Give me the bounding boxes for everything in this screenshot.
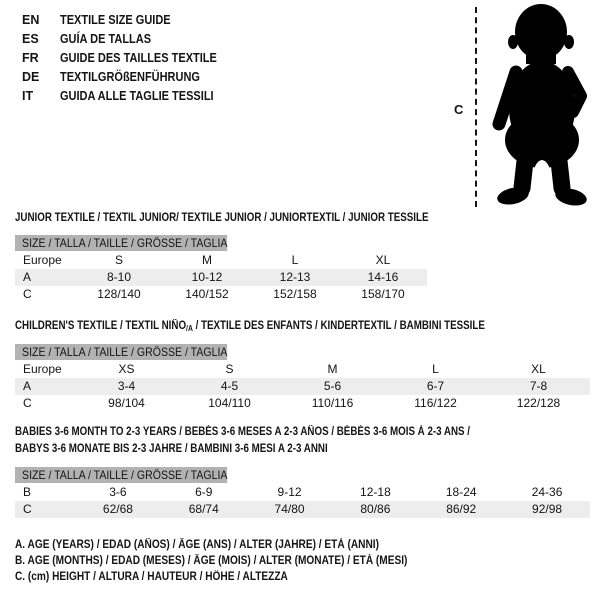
language-row xyxy=(22,30,238,49)
size-cell: 80/86 xyxy=(360,502,391,516)
table-row xyxy=(15,501,590,518)
size-cell: 68/74 xyxy=(188,502,219,516)
babies-table-title xyxy=(15,424,504,458)
table-row xyxy=(15,395,590,412)
language-code: FR xyxy=(22,51,39,65)
size-cell: XL xyxy=(375,253,391,267)
language-list xyxy=(22,11,238,106)
measure-label-c: C xyxy=(454,102,464,117)
size-header-band: SIZE / TALLA / TAILLE / GRÖSSE / TAGLIA xyxy=(15,467,227,483)
language-row xyxy=(22,87,238,106)
size-cell: 140/152 xyxy=(185,287,229,301)
size-cell: 12-18 xyxy=(360,485,391,499)
footnotes xyxy=(15,537,461,585)
size-cell: 98/104 xyxy=(108,396,145,410)
title-text: / TEXTILE DES ENFANTS / KINDERTEXTIL / BAMBINI TESSILE xyxy=(192,320,485,332)
size-cell: S xyxy=(225,362,234,376)
table-row xyxy=(15,286,427,303)
size-cell: M xyxy=(327,362,338,376)
row-label: C xyxy=(23,502,32,516)
size-cell: 158/170 xyxy=(361,287,405,301)
language-code: EN xyxy=(22,13,40,27)
row-label: C xyxy=(23,287,32,301)
language-code: ES xyxy=(22,32,39,46)
language-code: IT xyxy=(22,89,34,103)
size-cell: 128/140 xyxy=(97,287,141,301)
footnote-a: A. AGE (YEARS) / EDAD (AÑOS) / ÂGE (ANS) / ALTER (JAHRE) / ETÀ (ANNI) xyxy=(15,539,379,551)
size-cell: 104/110 xyxy=(208,396,251,410)
language-row xyxy=(22,49,238,68)
language-row xyxy=(22,68,238,87)
table-row xyxy=(15,252,427,269)
size-cell: S xyxy=(114,253,123,267)
title-line: BABIES 3-6 MONTH TO 2-3 YEARS / BEBÉS 3-6 MESES A 2-3 AÑOS / BÉBÉS 3-6 MOIS À 2-3 ANS / xyxy=(15,426,471,438)
size-cell: 24-36 xyxy=(531,485,563,499)
language-label: TEXTILGRÖßENFÜHRUNG xyxy=(60,70,200,84)
size-cell: 7-8 xyxy=(529,379,548,393)
size-cell: 152/158 xyxy=(273,287,317,301)
junior-textile-section xyxy=(15,212,427,303)
size-cell: 18-24 xyxy=(445,485,477,499)
size-cell: 74/80 xyxy=(274,502,305,516)
size-cell: 10-12 xyxy=(191,270,223,284)
row-label: Europe xyxy=(23,362,62,376)
size-cell: 3-6 xyxy=(109,485,127,499)
size-cell: 5-6 xyxy=(323,379,342,393)
title-line: BABYS 3-6 MONATE BIS 2-3 JAHRE / BAMBINI 3-6 MESI A 2-3 ANNI xyxy=(15,443,328,455)
baby-silhouette-icon xyxy=(486,2,600,210)
size-cell: 8-10 xyxy=(106,270,132,284)
height-dashed-line xyxy=(475,7,477,207)
size-header-band: SIZE / TALLA / TAILLE / GRÖSSE / TAGLIA xyxy=(15,235,227,251)
junior-size-table xyxy=(15,234,427,303)
size-cell: M xyxy=(202,253,212,267)
language-label: GUÍA DE TALLAS xyxy=(60,32,152,46)
row-label: Europe xyxy=(23,253,62,267)
babies-textile-section xyxy=(15,424,590,518)
title-subscript: /A xyxy=(186,324,193,333)
size-header-band: SIZE / TALLA / TAILLE / GRÖSSE / TAGLIA xyxy=(15,344,227,360)
size-cell: 3-4 xyxy=(117,379,136,393)
language-label: GUIDA ALLE TAGLIE TESSILI xyxy=(60,89,214,103)
size-cell: 62/68 xyxy=(102,502,133,516)
babies-size-table xyxy=(15,466,590,518)
footnote-c: C. (cm) HEIGHT / ALTURA / HAUTEUR / HÖHE / ALTEZZA xyxy=(15,571,288,583)
size-cell: 4-5 xyxy=(220,379,239,393)
table-row xyxy=(15,361,590,378)
table-row xyxy=(15,269,427,286)
language-code: DE xyxy=(22,70,40,84)
junior-table-title: JUNIOR TEXTILE / TEXTIL JUNIOR/ TEXTILE JUNIOR / JUNIORTEXTIL / JUNIOR TESSILE xyxy=(15,212,429,224)
size-cell: 86/92 xyxy=(446,502,477,516)
size-cell: L xyxy=(291,253,299,267)
language-label: GUIDE DES TAILLES TEXTILE xyxy=(60,51,217,65)
row-label: B xyxy=(23,485,32,499)
language-row xyxy=(22,11,238,30)
title-text: CHILDREN'S TEXTILE / TEXTIL NIÑO xyxy=(15,320,187,332)
childrens-textile-section xyxy=(15,320,590,412)
size-cell: 12-13 xyxy=(279,270,311,284)
row-label: A xyxy=(23,379,32,393)
size-cell: 6-7 xyxy=(426,379,445,393)
footnote-b: B. AGE (MONTHS) / EDAD (MESES) / ÂGE (MOIS) / ALTER (MONATE) / ETÀ (MESI) xyxy=(15,555,408,567)
childrens-size-table xyxy=(15,343,590,412)
size-cell: XL xyxy=(531,362,546,376)
size-cell: XS xyxy=(118,362,135,376)
size-cell: 6-9 xyxy=(195,485,213,499)
size-cell: 14-16 xyxy=(367,270,399,284)
size-cell: L xyxy=(432,362,439,376)
height-measure-figure xyxy=(448,2,600,214)
row-label: C xyxy=(23,396,32,410)
size-cell: 110/116 xyxy=(311,396,354,410)
language-label: TEXTILE SIZE GUIDE xyxy=(60,13,171,27)
size-cell: 122/128 xyxy=(516,396,561,410)
size-cell: 116/122 xyxy=(414,396,457,410)
table-row xyxy=(15,378,590,395)
size-cell: 92/98 xyxy=(532,502,563,516)
table-row xyxy=(15,484,590,501)
childrens-table-title xyxy=(15,320,504,333)
size-cell: 9-12 xyxy=(277,485,302,499)
row-label: A xyxy=(23,270,32,284)
